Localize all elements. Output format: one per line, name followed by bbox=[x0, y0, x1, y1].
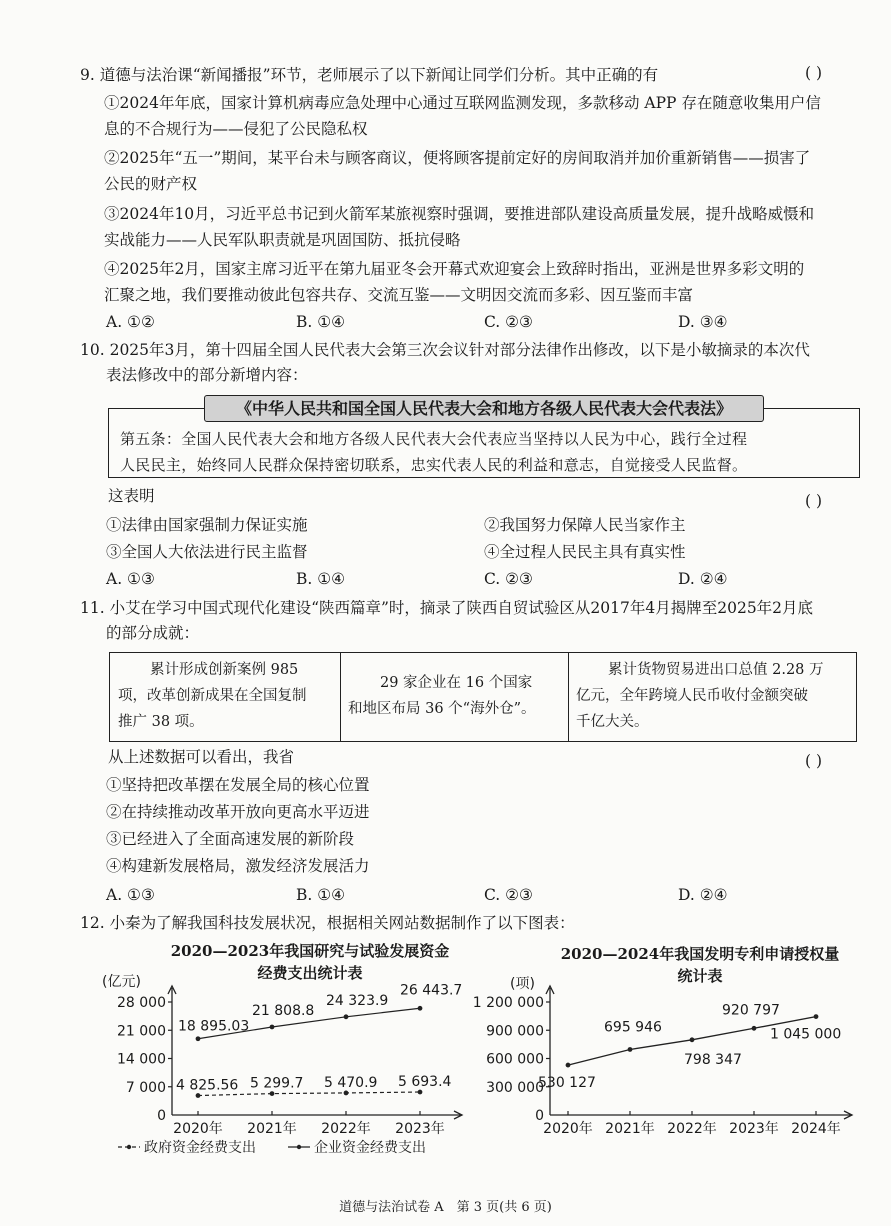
data-label: 21 808.8 bbox=[252, 1002, 315, 1019]
data-label: 5 693.4 bbox=[398, 1074, 452, 1091]
legend-ent-marker bbox=[297, 1145, 301, 1149]
law-article-line-1: 第五条：全国人民代表大会和地方各级人民代表大会代表应当坚持以人民为中心，践行全过程 bbox=[120, 430, 748, 448]
cell-2-line-2: 和地区布局 36 个“海外仓”。 bbox=[348, 701, 536, 717]
q11-answer-paren: ( ) bbox=[805, 752, 823, 770]
y-tick-label: 300 000 bbox=[486, 1079, 544, 1096]
q10-ask: 这表明 bbox=[108, 487, 155, 505]
data-point bbox=[196, 1093, 201, 1098]
data-point bbox=[196, 1036, 201, 1041]
law-title: 《中华人民共和国全国人民代表大会和地方各级人民代表大会代表法》 bbox=[204, 395, 764, 422]
q9-statement-1a: ①2024年年底，国家计算机病毒应急处理中心通过互联网监测发现，多款移动 APP 存在随意收集用户信 bbox=[104, 94, 821, 112]
q10-option-c[interactable]: C. ②③ bbox=[484, 570, 533, 588]
chart2-title-line-1: 2020—2024年我国发明专利申请授权量 bbox=[560, 945, 840, 963]
q10-statement-3: ③全国人大依法进行民主监督 bbox=[106, 543, 308, 561]
q9-statement-2a: ②2025年“五一”期间，某平台未与顾客商议，便将顾客提前定好的房间取消并加价重新销售——损害了 bbox=[104, 149, 811, 167]
q10-statement-4: ④全过程人民民主具有真实性 bbox=[484, 543, 686, 561]
q9-statement-2b: 公民的财产权 bbox=[104, 175, 198, 193]
q10-option-a[interactable]: A. ①③ bbox=[106, 570, 155, 588]
y-tick-label: 28 000 bbox=[117, 995, 166, 1011]
data-label: 695 946 bbox=[604, 1019, 662, 1036]
page-footer: 道德与法治试卷 A 第 3 页(共 6 页) bbox=[339, 1200, 552, 1215]
data-label: 5 299.7 bbox=[250, 1075, 304, 1092]
data-label: 4 825.56 bbox=[176, 1077, 239, 1094]
legend-gov-label: 政府资金经费支出 bbox=[144, 1140, 256, 1156]
y-tick-label: 0 bbox=[157, 1108, 166, 1124]
data-point bbox=[628, 1047, 633, 1052]
cell-3-line-1: 累计货物贸易进出口总值 2.28 万 bbox=[608, 662, 824, 678]
data-point bbox=[566, 1063, 571, 1068]
y-tick-label: 900 000 bbox=[486, 1023, 544, 1040]
q11-ask: 从上述数据可以看出，我省 bbox=[108, 748, 295, 766]
data-point bbox=[270, 1091, 275, 1096]
data-label: 1 045 000 bbox=[770, 1026, 842, 1043]
law-article-line-2: 人民民主，始终同人民群众保持密切联系，忠实代表人民的利益和意志，自觉接受人民监督。 bbox=[120, 456, 748, 474]
q9-statement-1b: 息的不合规行为——侵犯了公民隐私权 bbox=[104, 120, 368, 138]
y-tick-label: 600 000 bbox=[486, 1051, 544, 1068]
q10-answer-paren: ( ) bbox=[805, 492, 823, 510]
q12-stem: 12. 小秦为了解我国科技发展状况，根据相关网站数据制作了以下图表： bbox=[80, 914, 575, 932]
data-point bbox=[344, 1091, 349, 1096]
rd-funding-chart bbox=[100, 968, 480, 1163]
x-tick-label: 2021年 bbox=[247, 1121, 297, 1137]
data-point bbox=[418, 1006, 423, 1011]
data-label: 5 470.9 bbox=[324, 1074, 378, 1091]
x-tick-label: 2020年 bbox=[173, 1121, 223, 1137]
data-label: 24 323.9 bbox=[326, 992, 389, 1009]
chart1-title-line-2: 经费支出统计表 bbox=[257, 964, 363, 982]
data-point bbox=[690, 1037, 695, 1042]
q10-option-d[interactable]: D. ②④ bbox=[678, 570, 728, 588]
q11-stem-b: 的部分成就： bbox=[106, 624, 200, 642]
q10-statement-1: ①法律由国家强制力保证实施 bbox=[106, 516, 308, 534]
cell-1-line-1: 累计形成创新案例 985 bbox=[150, 662, 299, 678]
q9-statement-3b: 实战能力——人民军队职责就是巩固国防、抵抗侵略 bbox=[104, 231, 461, 249]
q9-answer-paren: ( ) bbox=[805, 64, 823, 82]
x-tick-label: 2022年 bbox=[321, 1121, 371, 1137]
q10-option-b[interactable]: B. ①④ bbox=[296, 570, 346, 588]
legend-gov-marker bbox=[127, 1145, 131, 1149]
data-point bbox=[752, 1026, 757, 1031]
q9-option-b[interactable]: B. ①④ bbox=[296, 313, 346, 331]
data-label: 530 127 bbox=[538, 1075, 596, 1092]
q11-option-b[interactable]: B. ①④ bbox=[296, 886, 346, 904]
q11-statement-2: ②在持续推动改革开放向更高水平迈进 bbox=[106, 803, 370, 821]
q9-stem: 9. 道德与法治课“新闻播报”环节，老师展示了以下新闻让同学们分析。其中正确的有 bbox=[80, 66, 659, 84]
data-label: 920 797 bbox=[722, 1002, 780, 1019]
data-point bbox=[814, 1014, 819, 1019]
q11-option-c[interactable]: C. ②③ bbox=[484, 886, 533, 904]
q11-option-a[interactable]: A. ①③ bbox=[106, 886, 155, 904]
data-point bbox=[270, 1025, 275, 1030]
achievement-table bbox=[109, 652, 857, 742]
data-label: 798 347 bbox=[684, 1051, 742, 1068]
x-tick-label: 2023年 bbox=[729, 1121, 779, 1137]
q9-option-d[interactable]: D. ③④ bbox=[678, 313, 728, 331]
cell-3-line-2: 亿元，全年跨境人民币收付金额突破 bbox=[576, 688, 808, 704]
y-tick-label: 1 200 000 bbox=[472, 995, 544, 1011]
q10-stem-b: 表法修改中的部分新增内容： bbox=[106, 366, 308, 384]
q11-statement-4: ④构建新发展格局，激发经济发展活力 bbox=[106, 857, 370, 875]
chart2-title-line-2: 统计表 bbox=[677, 967, 723, 985]
data-label: 18 895.03 bbox=[178, 1018, 250, 1035]
q11-stem-a: 11. 小艾在学习中国式现代化建设“陕西篇章”时，摘录了陕西自贸试验区从2017年4月揭牌至2025年2月底 bbox=[80, 599, 814, 617]
chart1-title-line-1: 2020—2023年我国研究与试验发展资金 bbox=[170, 942, 450, 960]
q11-statement-3: ③已经进入了全面高速发展的新阶段 bbox=[106, 830, 355, 848]
cell-3-line-3: 千亿大关。 bbox=[576, 714, 649, 730]
q9-statement-3a: ③2024年10月，习近平总书记到火箭军某旅视察时强调，要推进部队建设高质量发展，提升战略威慑和 bbox=[104, 205, 815, 223]
x-tick-label: 2022年 bbox=[667, 1121, 717, 1137]
data-label: 26 443.7 bbox=[400, 982, 463, 999]
x-tick-label: 2021年 bbox=[605, 1121, 655, 1137]
q9-option-c[interactable]: C. ②③ bbox=[484, 313, 533, 331]
q10-stem-a: 10. 2025年3月，第十四届全国人民代表大会第三次会议针对部分法律作出修改，以下是小敏摘录的本次代 bbox=[80, 341, 810, 359]
legend-ent-label: 企业资金经费支出 bbox=[314, 1140, 426, 1156]
q9-statement-4b: 汇聚之地，我们要推动彼此包容共存、交流互鉴——文明因交流而多彩、因互鉴而丰富 bbox=[104, 286, 694, 304]
y-axis-label: (亿元) bbox=[102, 974, 141, 990]
q11-option-d[interactable]: D. ②④ bbox=[678, 886, 728, 904]
q11-statement-1: ①坚持把改革摆在发展全局的核心位置 bbox=[106, 776, 370, 794]
data-point bbox=[344, 1014, 349, 1019]
y-axis-label: (项) bbox=[510, 976, 535, 992]
y-tick-label: 21 000 bbox=[117, 1023, 166, 1040]
cell-1-line-3: 推广 38 项。 bbox=[118, 714, 204, 730]
data-point bbox=[418, 1090, 423, 1095]
x-tick-label: 2023年 bbox=[395, 1121, 445, 1137]
cell-2-line-1: 29 家企业在 16 个国家 bbox=[380, 675, 533, 691]
y-tick-label: 7 000 bbox=[125, 1079, 166, 1096]
y-tick-label: 14 000 bbox=[117, 1051, 166, 1068]
q9-statement-4a: ④2025年2月，国家主席习近平在第九届亚冬会开幕式欢迎宴会上致辞时指出，亚洲是世界多彩文明的 bbox=[104, 260, 805, 278]
x-tick-label: 2024年 bbox=[791, 1121, 841, 1137]
y-tick-label: 0 bbox=[535, 1108, 544, 1124]
patent-grant-chart bbox=[470, 968, 865, 1143]
q10-statement-2: ②我国努力保障人民当家作主 bbox=[484, 516, 686, 534]
cell-1-line-2: 项，改革创新成果在全国复制 bbox=[118, 688, 307, 704]
x-tick-label: 2020年 bbox=[543, 1121, 593, 1137]
q9-option-a[interactable]: A. ①② bbox=[106, 313, 155, 331]
